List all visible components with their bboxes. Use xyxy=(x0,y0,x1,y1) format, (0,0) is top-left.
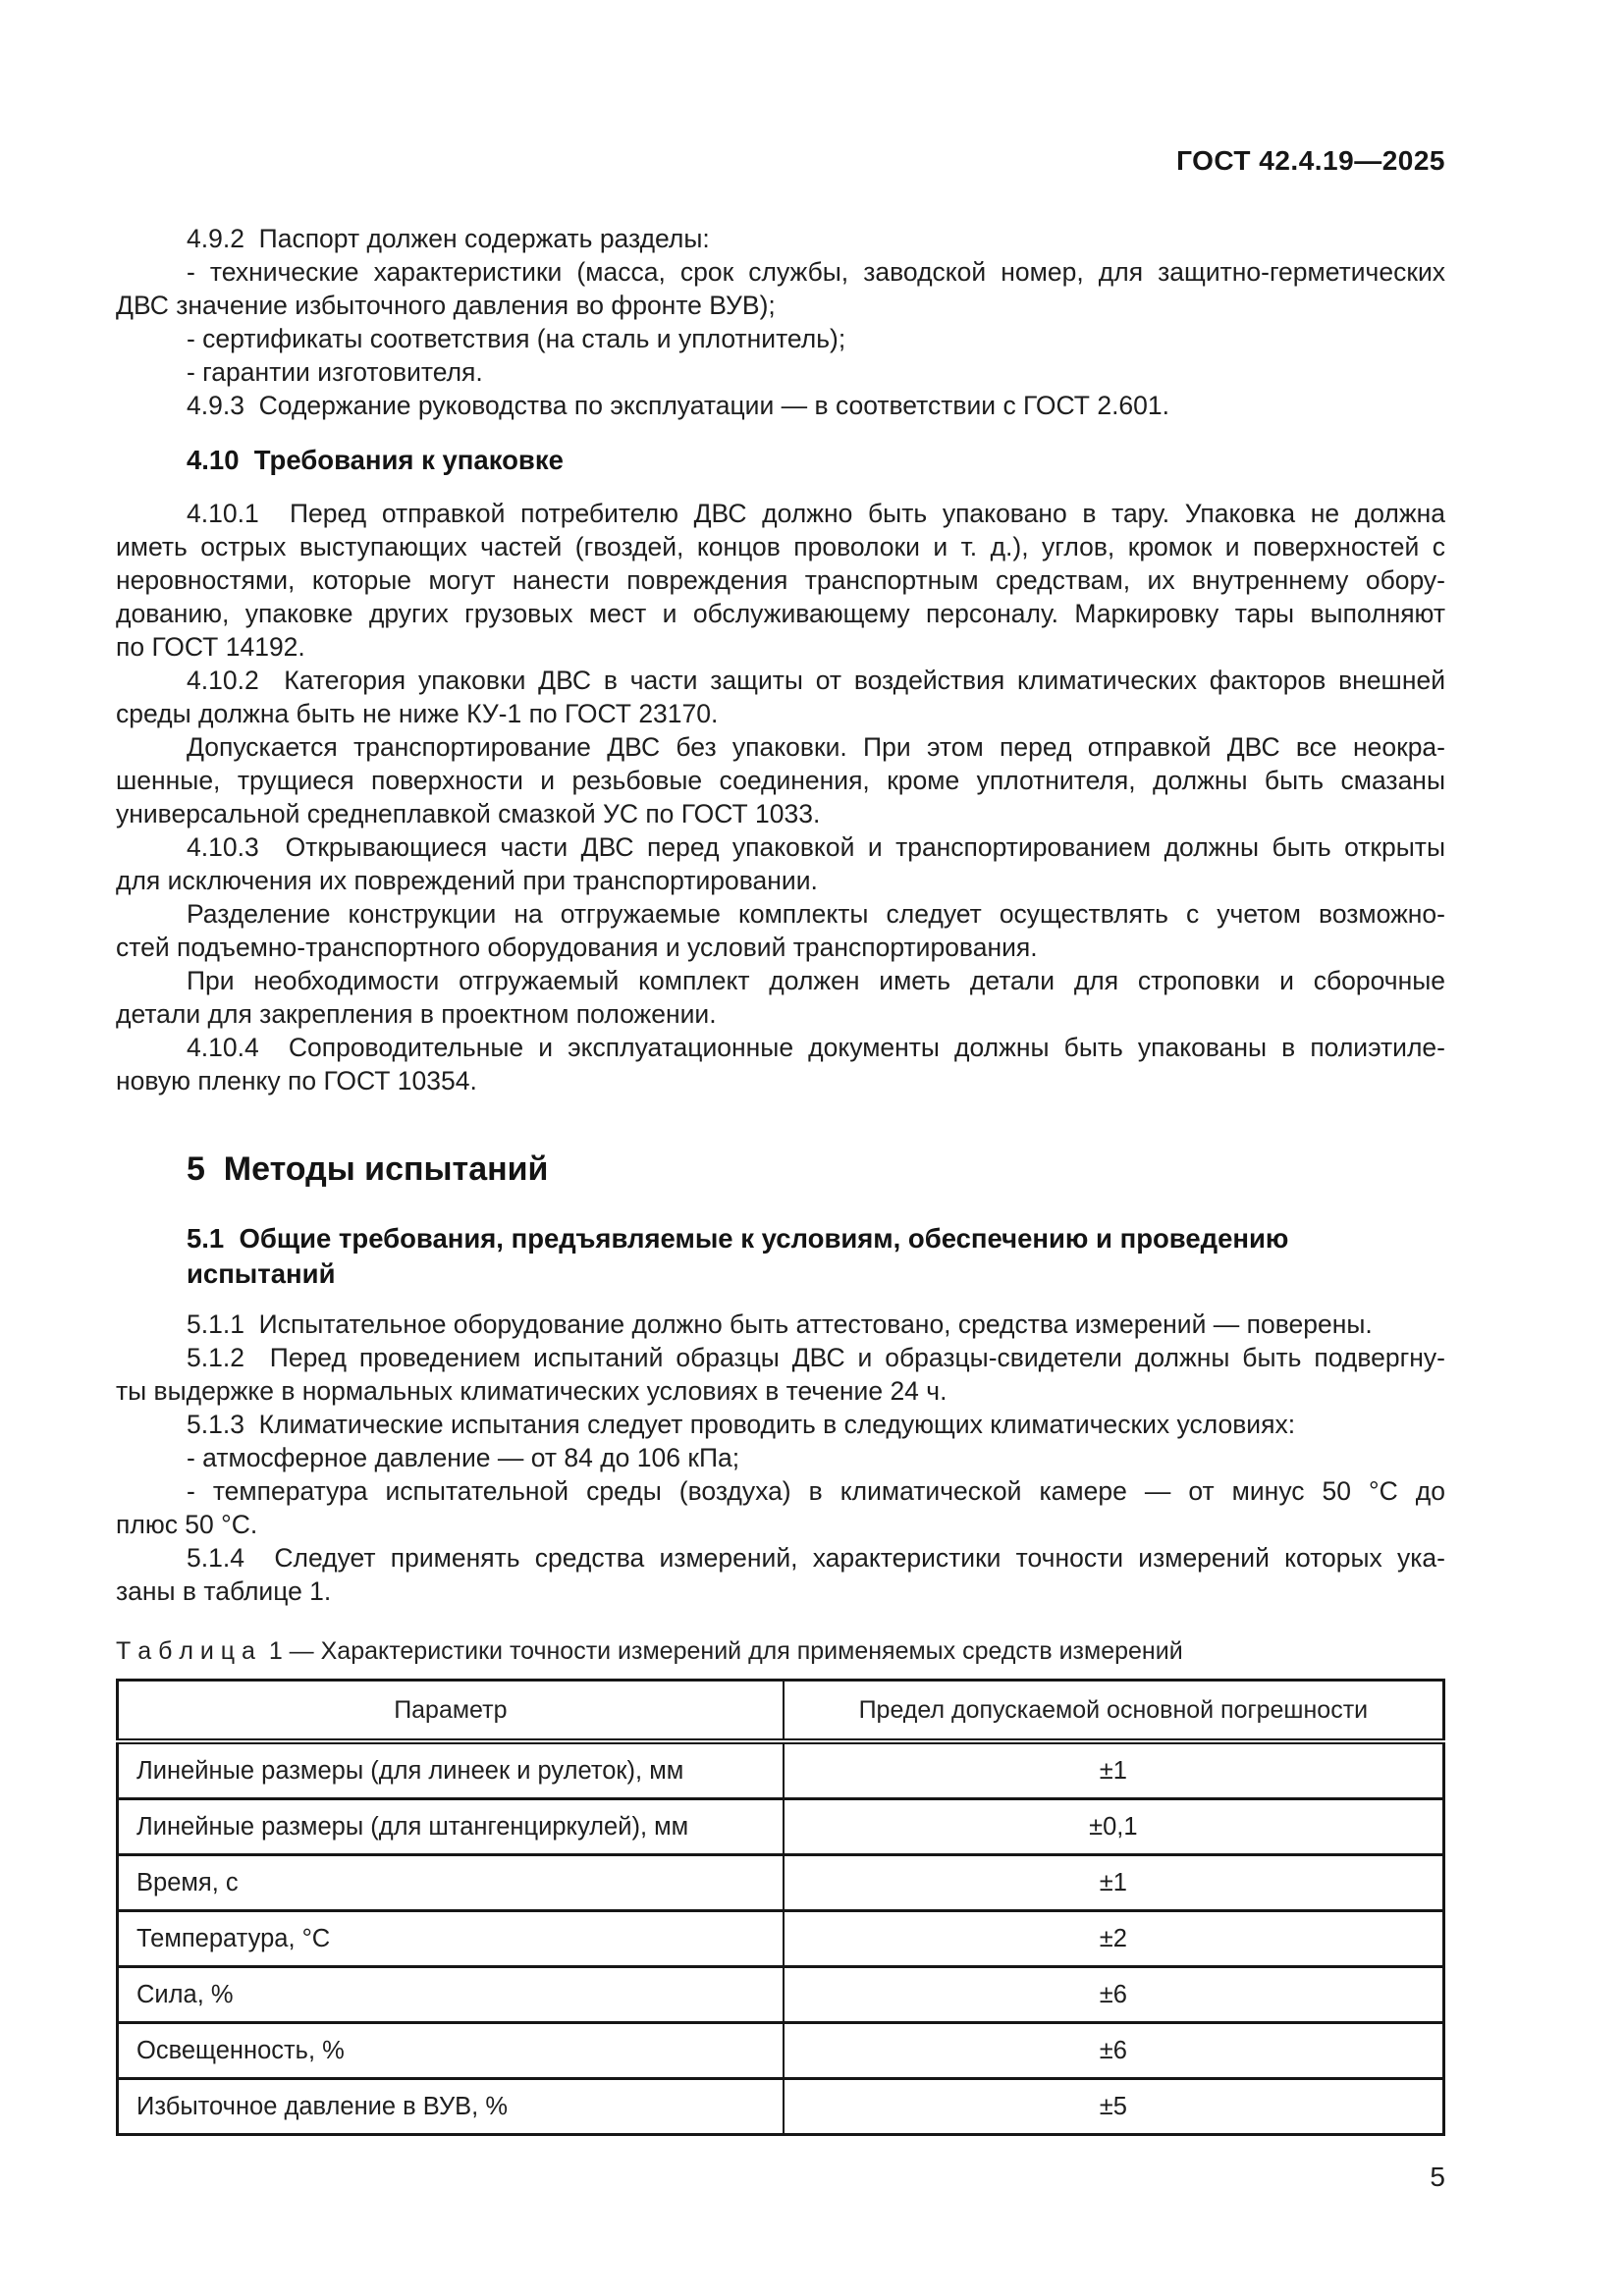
text-line: - технические характеристики (масса, срок службы, заводской номер, для защитно-герметических xyxy=(187,257,1445,287)
paragraph xyxy=(116,355,1445,389)
heading-chapter xyxy=(187,1148,1445,1190)
table-row xyxy=(118,1855,1444,1911)
table-cell: Температура, °С xyxy=(118,1911,784,1967)
table-body xyxy=(118,1741,1444,2135)
text-line: - гарантии изготовителя. xyxy=(187,357,483,387)
text-line: 5.1.1 Испытательное оборудование должно быть аттестовано, средства измерений — поверены. xyxy=(187,1309,1373,1339)
heading-line: 4.10 Требования к упаковке xyxy=(187,445,564,475)
paragraph xyxy=(116,1308,1445,1341)
table-cell: ±6 xyxy=(784,1967,1444,2023)
text-line: универсальной среднеплавкой смазкой УС по ГОСТ 1033. xyxy=(116,799,821,828)
text-line: - сертификаты соответствия (на сталь и уплотнитель); xyxy=(187,324,846,353)
paragraph xyxy=(116,222,1445,255)
table-row xyxy=(118,1911,1444,1967)
table-cell: Линейные размеры (для линеек и рулеток), мм xyxy=(136,1756,684,1785)
paragraph xyxy=(116,1408,1445,1441)
paragraph xyxy=(116,897,1445,964)
document-body xyxy=(116,222,1445,2193)
table-cell: Освещенность, % xyxy=(118,2023,784,2079)
text-line: 5.1.3 Климатические испытания следует проводить в следующих климатических условиях: xyxy=(187,1410,1296,1439)
table-row xyxy=(118,2079,1444,2135)
text-line: ты выдержке в нормальных климатических условиях в течение 24 ч. xyxy=(116,1376,947,1406)
text-line: шенные, трущиеся поверхности и резьбовые соединения, кроме уплотнителя, должны быть смазаны xyxy=(116,766,1445,795)
table-header-row xyxy=(118,1681,1444,1742)
text-line: 4.10.3 Открывающиеся части ДВС перед упаковкой и транспортированием должны быть открыты xyxy=(187,832,1445,862)
paragraph xyxy=(116,255,1445,322)
paragraph xyxy=(116,1474,1445,1541)
heading-subsection xyxy=(187,1221,1404,1292)
table-cell: ±6 xyxy=(784,2023,1444,2079)
table-cell: Время, с xyxy=(118,1855,784,1911)
table-cell: ±2 xyxy=(784,1911,1444,1967)
paragraph xyxy=(116,322,1445,355)
measurement-accuracy-table xyxy=(116,1679,1445,2136)
text-line: детали для закрепления в проектном положении. xyxy=(116,999,717,1029)
paragraph xyxy=(116,1441,1445,1474)
table-header-cell: Параметр xyxy=(118,1681,784,1742)
text-line: стей подъемно-транспортного оборудования и условий транспортирования. xyxy=(116,933,1038,962)
text-line: среды должна быть не ниже КУ-1 по ГОСТ 23170. xyxy=(116,699,719,728)
table-row xyxy=(118,1799,1444,1855)
heading-line: 5 Методы испытаний xyxy=(187,1150,549,1188)
paragraph xyxy=(116,1031,1445,1097)
paragraph xyxy=(116,389,1445,422)
table-caption: Т а б л и ц а 1 — Характеристики точности измерений для применяемых средств измерений xyxy=(116,1637,1183,1665)
text-line: 4.10.2 Категория упаковки ДВС в части защиты от воздействия климатических факторов внешней xyxy=(187,666,1445,695)
paragraph xyxy=(116,1341,1445,1408)
page-number: 5 xyxy=(1430,2162,1445,2192)
table-cell: ±1 xyxy=(784,1855,1444,1911)
paragraph xyxy=(116,730,1445,830)
table-cell: Линейные размеры (для штангенциркулей), мм xyxy=(118,1799,784,1855)
text-line: дованию, упаковке других грузовых мест и обслуживающему персоналу. Маркировку тары выполняют xyxy=(116,599,1445,628)
text-line: - температура испытательной среды (воздуха) в климатической камере — от минус 50 °С до xyxy=(187,1476,1445,1506)
text-line: Разделение конструкции на отгружаемые комплекты следует осуществлять с учетом возможно- xyxy=(187,899,1445,929)
page-footer xyxy=(116,2162,1447,2193)
standard-number: ГОСТ 42.4.19—2025 xyxy=(1176,145,1445,176)
text-line: заны в таблице 1. xyxy=(116,1576,332,1606)
table-header xyxy=(118,1681,1444,1742)
table-cell: Избыточное давление в ВУВ, % xyxy=(118,2079,784,2135)
table-cell: ±1 xyxy=(784,1741,1444,1799)
text-line: 4.9.3 Содержание руководства по эксплуатации — в соответствии с ГОСТ 2.601. xyxy=(187,391,1170,420)
text-line: 5.1.2 Перед проведением испытаний образцы ДВС и образцы-свидетели должны быть подвергну- xyxy=(187,1343,1445,1372)
paragraph xyxy=(116,964,1445,1031)
paragraph xyxy=(116,830,1445,897)
text-line: иметь острых выступающих частей (гвоздей, концов проволоки и т. д.), углов, кромок и поверхностей с xyxy=(116,532,1445,561)
paragraph xyxy=(116,1541,1445,1608)
text-line: по ГОСТ 14192. xyxy=(116,632,305,662)
paragraph xyxy=(116,497,1445,664)
text-line: плюс 50 °С. xyxy=(116,1510,258,1539)
table-row xyxy=(118,1741,1444,1799)
paragraph xyxy=(116,664,1445,730)
text-line: При необходимости отгружаемый комплект должен иметь детали для строповки и сборочные xyxy=(187,966,1445,995)
text-line: новую пленку по ГОСТ 10354. xyxy=(116,1066,477,1095)
text-line: - атмосферное давление — от 84 до 106 кПа; xyxy=(187,1443,740,1472)
text-line: Допускается транспортирование ДВС без упаковки. При этом перед отправкой ДВС все неокра- xyxy=(187,732,1445,762)
text-line: ДВС значение избыточного давления во фронте ВУВ); xyxy=(116,291,776,320)
text-line: 5.1.4 Следует применять средства измерений, характеристики точности измерений которых ука- xyxy=(187,1543,1445,1573)
table-header-cell: Предел допускаемой основной погрешности xyxy=(784,1681,1444,1742)
text-line: 4.10.1 Перед отправкой потребителю ДВС должно быть упаковано в тару. Упаковка не должна xyxy=(187,499,1445,528)
heading-line: 5.1 Общие требования, предъявляемые к условиям, обеспечению и проведению xyxy=(187,1223,1289,1254)
table-cell: ±0,1 xyxy=(784,1799,1444,1855)
text-line: неровностями, которые могут нанести повреждения транспортным средствам, их внутреннему обору- xyxy=(116,565,1445,595)
table-row xyxy=(118,2023,1444,2079)
heading-section xyxy=(187,444,1445,477)
table-row xyxy=(118,1967,1444,2023)
text-line: 4.9.2 Паспорт должен содержать разделы: xyxy=(187,224,710,253)
text-line: 4.10.4 Сопроводительные и эксплуатационные документы должны быть упакованы в полиэтиле- xyxy=(187,1033,1445,1062)
table-cell: ±5 xyxy=(784,2079,1444,2135)
table-cell: Сила, % xyxy=(118,1967,784,2023)
text-line: для исключения их повреждений при транспортировании. xyxy=(116,866,818,895)
document-header xyxy=(1176,145,1445,177)
heading-line: испытаний xyxy=(187,1258,336,1289)
